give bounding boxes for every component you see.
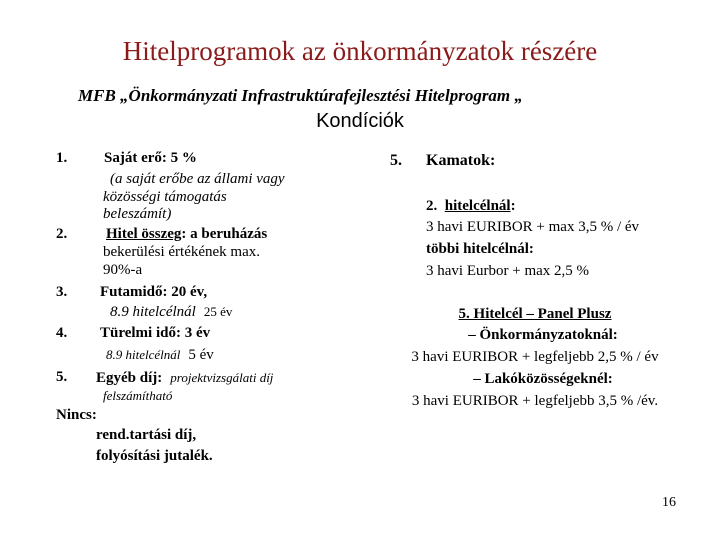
page-number: 16 [662,495,676,510]
rate-block1-prefix: 2. [426,198,438,214]
item3-number: 3. [56,284,68,300]
item2-text [106,226,267,243]
item4-number: 4. [56,325,68,341]
item3-text [100,284,207,301]
item1-note-line3: beleszámít) [103,206,172,222]
item2-line2: bekerülési értékének max. [103,244,261,260]
item5-label: Egyéb díj: [96,370,163,386]
item4-label: Türelmi idő [100,325,176,341]
rate-block2-line2: – Önkormányzatoknál: [468,327,618,343]
item1-label: Saját erő [104,150,162,166]
item1-number: 1. [56,150,68,166]
rate-block2-line4: – Lakóközösségeknél: [473,371,613,387]
item1-value: : 5 % [161,150,197,166]
item3-subline [110,303,232,321]
item1-note-line2: közösségi támogatás [103,189,227,205]
item2-label: Hitel összeg [106,226,182,242]
interest-number: 5. [390,152,402,169]
item2-line3: 90%-a [103,262,143,278]
interest-heading: Kamatok: [426,152,496,169]
item5-text [96,369,273,387]
item5-note-line2: felszámítható [103,388,173,403]
item4-subline [106,346,214,364]
item3-sub-value: 25 év [203,304,233,319]
nincs-line2: folyósítási jutalék. [96,448,213,464]
rate-block1-underlined: hitelcélnál [444,198,511,214]
item3-sub-note: 8.9 hitelcélnál [110,304,196,320]
rate-block1-line1 [426,198,516,215]
item3-label: Futamidő [100,284,163,300]
conditions-heading: Kondíciók [316,110,404,132]
item5-note-line1: projektvizsgálati díj [170,370,274,385]
nincs-line1: rend.tartási díj, [96,427,197,443]
program-subtitle: MFB „Önkormányzati Infrastruktúrafejlesztési Hitelprogram „ [78,86,523,105]
item1-text [104,150,197,167]
item4-sub-note: 8.9 hitelcélnál [106,347,181,362]
item2-line1: : a beruházás [181,226,268,242]
item5-number: 5. [56,369,68,385]
item2-number: 2. [56,226,68,242]
slide-title: Hitelprogramok az önkormányzatok részére [122,36,598,66]
nincs-label: Nincs: [56,407,97,423]
rate-block2-line5: 3 havi EURIBOR + legfeljebb 3,5 % /év. [411,393,659,409]
rate-block2-line1 [360,306,710,323]
item4-value: : 3 év [175,325,211,341]
rate-block2-title: 5. Hitelcél – Panel Plusz [458,306,612,322]
rate-block1-line2: 3 havi EURIBOR + max 3,5 % / év [426,219,640,235]
rate-block2-line3: 3 havi EURIBOR + legfeljebb 2,5 % / év [411,349,659,365]
rate-block1-colon: : [510,198,516,214]
rate-block1-line4: 3 havi Eurbor + max 2,5 % [426,263,590,279]
item4-text [100,325,210,342]
item3-value: : 20 év, [162,284,208,300]
rate-block1-line3: többi hitelcélnál: [426,241,534,257]
item1-note-line1: (a saját erőbe az állami vagy [110,171,285,187]
item4-sub-value: 5 év [188,347,214,363]
